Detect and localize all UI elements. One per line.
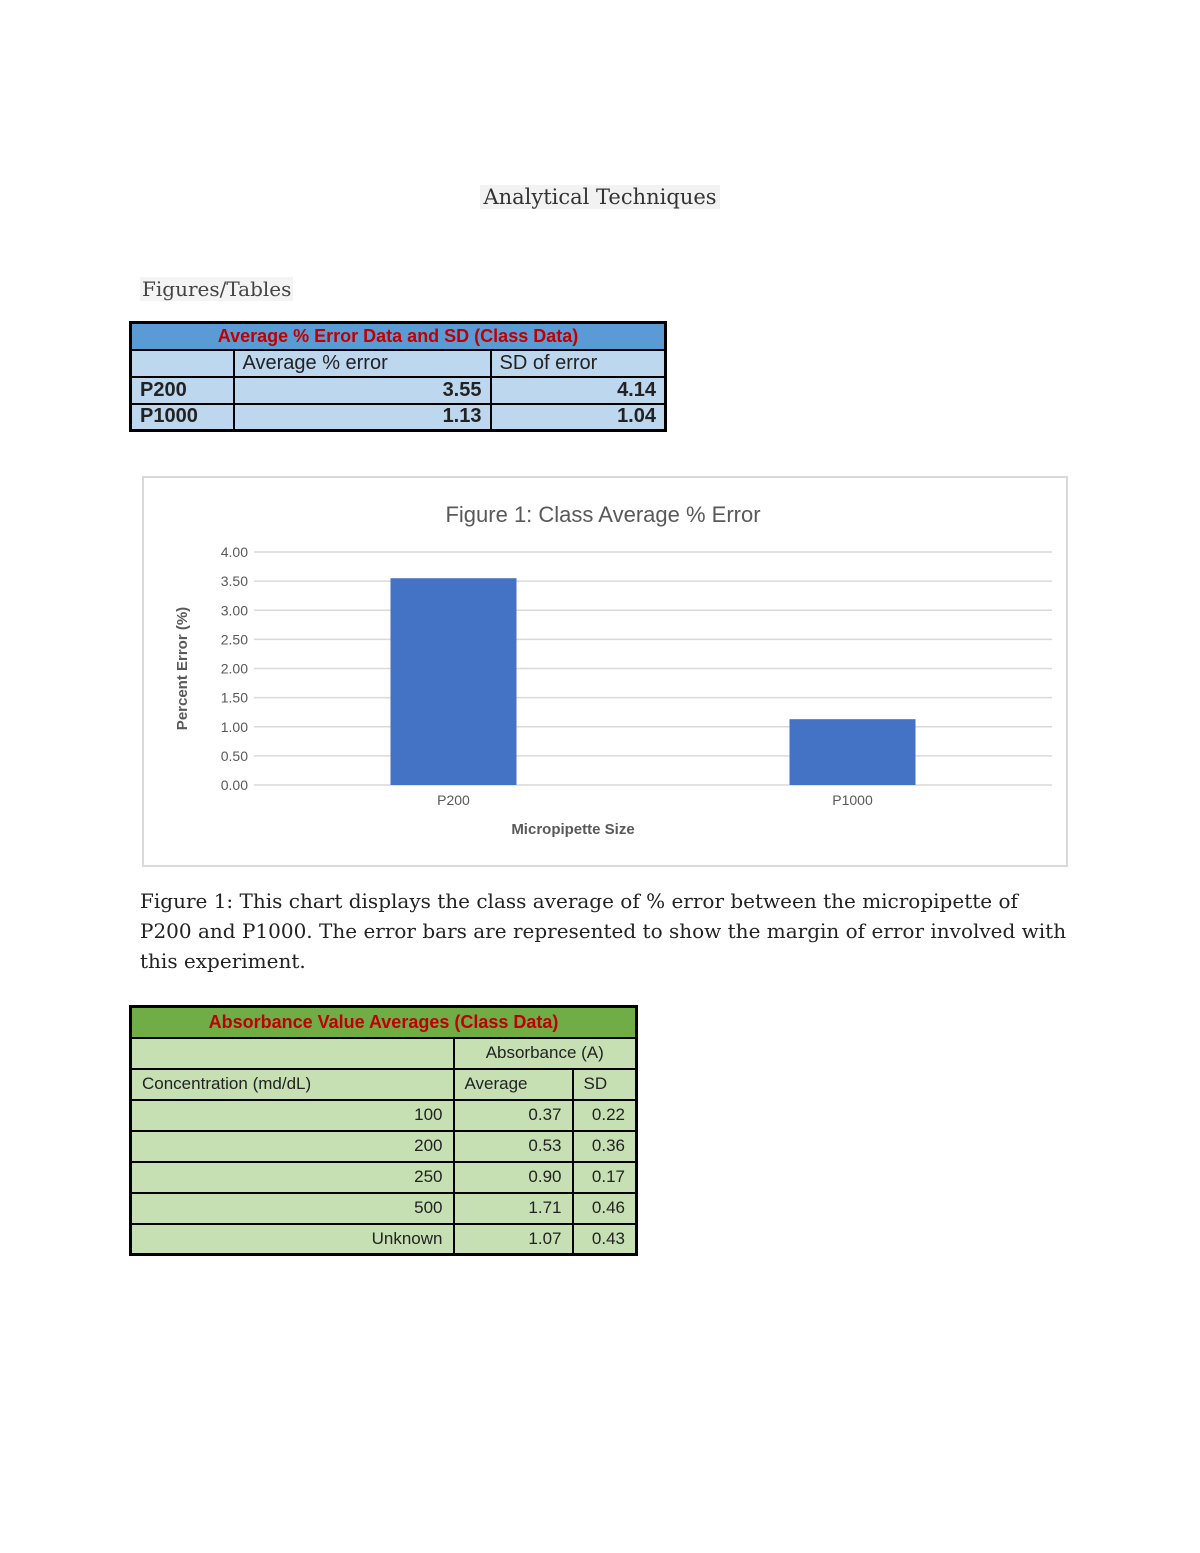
bar-chart [142, 476, 1068, 867]
y-tick-label: 2.50 [220, 631, 248, 648]
y-tick-label: 1.50 [220, 689, 248, 706]
table-row [131, 1162, 637, 1193]
average-value: 0.90 [454, 1162, 573, 1193]
y-tick-label: 3.50 [220, 573, 248, 590]
figure-caption: Figure 1: This chart displays the class average of % error between the micropipette of P200 and P1000. The error bars are represented to show the margin of error involved with this experiment. [140, 889, 1067, 973]
header-cell-average: Average [454, 1069, 573, 1100]
y-tick-label: 0.50 [220, 747, 248, 764]
chart-canvas [144, 478, 1066, 865]
table-title: Absorbance Value Averages (Class Data) [131, 1007, 637, 1038]
page-title-text: Analytical Techniques [480, 185, 719, 209]
x-tick-label: P200 [437, 792, 470, 808]
table-row [131, 404, 666, 431]
sd-error-value: 1.04 [491, 404, 666, 431]
section-label [140, 277, 293, 301]
table-group-header-row [131, 1038, 637, 1069]
y-tick-label: 3.00 [220, 602, 248, 619]
concentration-value: 500 [131, 1193, 454, 1224]
avg-error-value: 3.55 [234, 377, 491, 404]
table-title: Average % Error Data and SD (Class Data) [131, 323, 666, 350]
header-cell-sd-error: SD of error [491, 350, 666, 377]
header-cell-avg-error: Average % error [234, 350, 491, 377]
table-row [131, 1100, 637, 1131]
sd-value: 0.46 [573, 1193, 637, 1224]
table-row [131, 1131, 637, 1162]
header-cell-empty [131, 350, 234, 377]
table-row [131, 1224, 637, 1255]
y-axis-label: Percent Error (%) [174, 606, 191, 731]
table-title-row [131, 1007, 637, 1038]
y-tick-label: 4.00 [220, 544, 248, 560]
absorbance-table [129, 1005, 638, 1256]
table-header-row [131, 1069, 637, 1100]
table-row [131, 377, 666, 404]
average-value: 0.53 [454, 1131, 573, 1162]
average-value: 1.71 [454, 1193, 573, 1224]
avg-error-value: 1.13 [234, 404, 491, 431]
sd-value: 0.17 [573, 1162, 637, 1193]
concentration-value: 200 [131, 1131, 454, 1162]
table-row [131, 1193, 637, 1224]
absorbance-group-header: Absorbance (A) [454, 1038, 637, 1069]
x-tick-label: P1000 [832, 792, 873, 808]
sd-value: 0.22 [573, 1100, 637, 1131]
sd-error-value: 4.14 [491, 377, 666, 404]
y-tick-label: 2.00 [220, 660, 248, 677]
header-cell-concentration: Concentration (md/dL) [131, 1069, 454, 1100]
error-data-table [129, 321, 667, 432]
row-label: P200 [131, 377, 234, 404]
table-header-row [131, 350, 666, 377]
y-tick-label: 0.00 [220, 777, 248, 793]
x-axis-label: Micropipette Size [511, 821, 635, 838]
section-label-text: Figures/Tables [142, 277, 292, 301]
header-cell-sd: SD [573, 1069, 637, 1100]
header-cell-empty [131, 1038, 454, 1069]
chart-title: Figure 1: Class Average % Error [445, 502, 761, 527]
concentration-value: 250 [131, 1162, 454, 1193]
bar-p1000 [790, 719, 916, 785]
average-value: 1.07 [454, 1224, 573, 1255]
sd-value: 0.43 [573, 1224, 637, 1255]
average-value: 0.37 [454, 1100, 573, 1131]
page-title [0, 185, 1200, 209]
sd-value: 0.36 [573, 1131, 637, 1162]
concentration-value: 100 [131, 1100, 454, 1131]
concentration-value: Unknown [131, 1224, 454, 1255]
bar-p200 [391, 578, 517, 785]
row-label: P1000 [131, 404, 234, 431]
y-tick-label: 1.00 [220, 718, 248, 735]
table-title-row [131, 323, 666, 350]
